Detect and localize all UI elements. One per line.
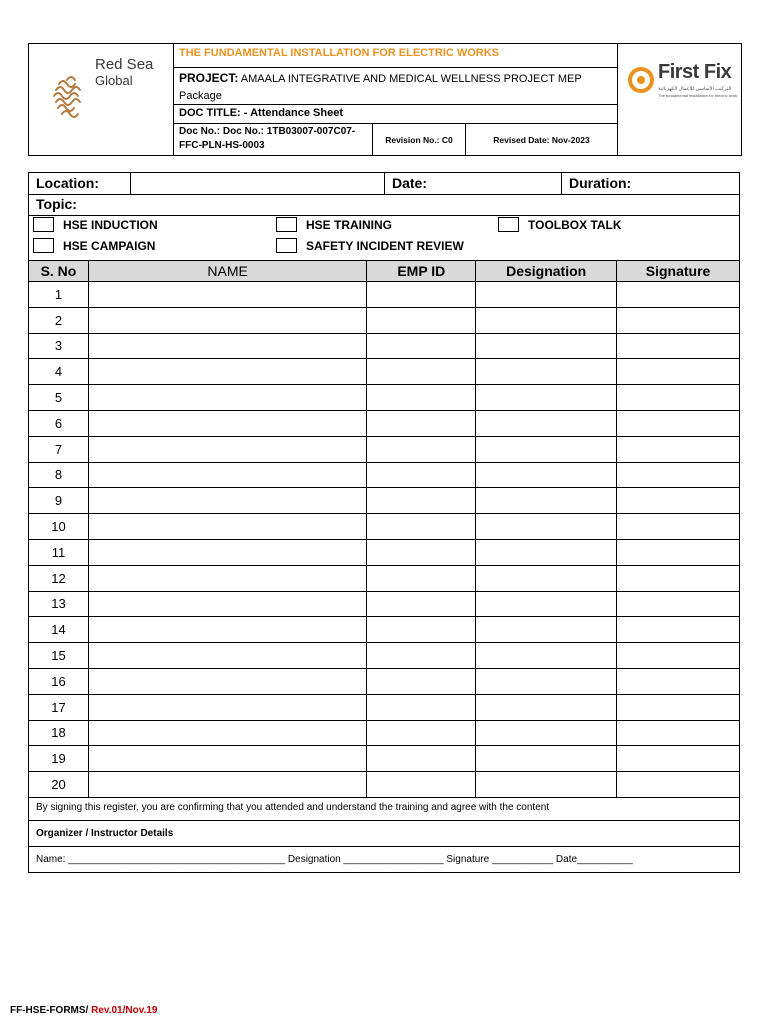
name-cell[interactable] [88, 514, 366, 540]
name-cell[interactable] [88, 746, 366, 772]
date-field[interactable]: Date: [385, 173, 562, 194]
organizer-details-label: Organizer / Instructor Details [28, 821, 740, 847]
hse-induction-label: HSE INDUCTION [63, 217, 158, 232]
table-row [29, 385, 740, 411]
serial-number-cell: 8 [29, 462, 89, 488]
serial-number-cell: 3 [29, 333, 89, 359]
checkbox-box-icon [498, 217, 519, 232]
first-fix-tagline: The fundamental installation for electric work [658, 93, 738, 98]
name-cell[interactable] [88, 410, 366, 436]
first-fix-arabic: التركيب الأساسي للأعمال الكهربائية [658, 86, 732, 92]
topic-options [28, 215, 740, 261]
first-fix-emblem-icon [628, 60, 654, 100]
duration-field[interactable]: Duration: [569, 175, 632, 191]
safety-incident-review-label: SAFETY INCIDENT REVIEW [306, 238, 464, 253]
confirmation-note: By signing this register, you are confirming that you attended and understand the training and agree with the content [28, 795, 740, 821]
designation-cell[interactable] [476, 720, 617, 746]
name-cell[interactable] [88, 488, 366, 514]
rsg-logo-line2: Global [95, 73, 133, 88]
name-cell[interactable] [88, 436, 366, 462]
table-row [29, 514, 740, 540]
org-title: THE FUNDAMENTAL INSTALLATION FOR ELECTRIC WORKS [174, 44, 617, 68]
emp-id-cell[interactable] [367, 333, 476, 359]
emp-id-cell[interactable] [367, 591, 476, 617]
first-fix-logo [617, 44, 741, 155]
revision-number: Revision No.: C0 [373, 124, 466, 155]
name-cell[interactable] [88, 333, 366, 359]
col-header-sno: S. No [29, 261, 89, 282]
serial-number-cell: 12 [29, 565, 89, 591]
designation-cell[interactable] [476, 282, 617, 308]
doc-meta-row [174, 124, 617, 155]
emp-id-cell[interactable] [367, 565, 476, 591]
table-row [29, 720, 740, 746]
name-cell[interactable] [88, 668, 366, 694]
toolbox-talk-label: TOOLBOX TALK [528, 217, 622, 232]
first-fix-logo-text: First Fix [658, 61, 732, 83]
col-header-emp-id: EMP ID [367, 261, 476, 282]
emp-id-cell[interactable] [367, 410, 476, 436]
checkbox-box-icon [276, 238, 297, 253]
doc-title: DOC TITLE: - Attendance Sheet [174, 105, 617, 124]
emp-id-cell[interactable] [367, 436, 476, 462]
hse-campaign-label: HSE CAMPAIGN [63, 238, 156, 253]
signature-cell[interactable] [617, 436, 740, 462]
checkbox-box-icon [33, 217, 54, 232]
revised-date: Revised Date: Nov-2023 [493, 134, 590, 145]
toolbox-talk-checkbox[interactable] [498, 217, 622, 232]
table-row [29, 565, 740, 591]
signature-cell[interactable] [617, 617, 740, 643]
signature-cell[interactable] [617, 643, 740, 669]
name-cell[interactable] [88, 720, 366, 746]
name-cell[interactable] [88, 282, 366, 308]
col-header-name: NAME [88, 261, 366, 282]
project-label: PROJECT: [179, 71, 239, 85]
serial-number-cell: 2 [29, 307, 89, 333]
name-cell[interactable] [88, 359, 366, 385]
name-cell[interactable] [88, 462, 366, 488]
designation-cell[interactable] [476, 436, 617, 462]
signature-cell[interactable] [617, 410, 740, 436]
project-row [174, 68, 617, 105]
emp-id-cell[interactable] [367, 668, 476, 694]
signature-cell[interactable] [617, 307, 740, 333]
designation-cell[interactable] [476, 772, 617, 798]
hse-campaign-checkbox[interactable] [33, 238, 155, 253]
emp-id-cell[interactable] [367, 462, 476, 488]
table-row [29, 591, 740, 617]
rsg-logo-text [95, 56, 153, 88]
signature-cell[interactable] [617, 746, 740, 772]
signature-cell[interactable] [617, 333, 740, 359]
table-row [29, 333, 740, 359]
emp-id-cell[interactable] [367, 617, 476, 643]
hse-training-checkbox[interactable] [276, 217, 392, 232]
table-row [29, 307, 740, 333]
safety-incident-review-checkbox[interactable] [276, 238, 464, 253]
hse-induction-checkbox[interactable] [33, 217, 158, 232]
emp-id-cell[interactable] [367, 307, 476, 333]
serial-number-cell: 11 [29, 539, 89, 565]
location-label: Location: [29, 173, 131, 194]
form-code [10, 1005, 157, 1016]
designation-cell[interactable] [476, 643, 617, 669]
table-row [29, 462, 740, 488]
signature-cell[interactable] [617, 385, 740, 411]
designation-cell[interactable] [476, 307, 617, 333]
name-cell[interactable] [88, 385, 366, 411]
designation-cell[interactable] [476, 359, 617, 385]
emp-id-cell[interactable] [367, 514, 476, 540]
name-cell[interactable] [88, 617, 366, 643]
emp-id-cell[interactable] [367, 694, 476, 720]
designation-cell[interactable] [476, 591, 617, 617]
serial-number-cell: 7 [29, 436, 89, 462]
checkbox-box-icon [276, 217, 297, 232]
signature-cell[interactable] [617, 694, 740, 720]
table-row [29, 539, 740, 565]
rsg-logo-line1: Red Sea [95, 56, 154, 73]
signature-cell[interactable] [617, 282, 740, 308]
signature-cell[interactable] [617, 462, 740, 488]
signature-cell[interactable] [617, 772, 740, 798]
red-sea-global-logo [29, 44, 174, 155]
designation-cell[interactable] [476, 565, 617, 591]
emp-id-cell[interactable] [367, 746, 476, 772]
designation-cell[interactable] [476, 488, 617, 514]
table-row [29, 643, 740, 669]
serial-number-cell: 9 [29, 488, 89, 514]
table-row [29, 282, 740, 308]
table-row [29, 772, 740, 798]
serial-number-cell: 1 [29, 282, 89, 308]
form-revision: Rev.01/Nov.19 [91, 1005, 158, 1016]
signature-cell[interactable] [617, 539, 740, 565]
serial-number-cell: 6 [29, 410, 89, 436]
name-cell[interactable] [88, 539, 366, 565]
designation-cell[interactable] [476, 462, 617, 488]
name-cell[interactable] [88, 643, 366, 669]
signature-cell[interactable] [617, 359, 740, 385]
designation-cell[interactable] [476, 617, 617, 643]
designation-cell[interactable] [476, 668, 617, 694]
document-header [28, 43, 742, 156]
designation-cell[interactable] [476, 410, 617, 436]
name-cell[interactable] [88, 307, 366, 333]
table-row [29, 410, 740, 436]
table-row [29, 668, 740, 694]
checkbox-box-icon [33, 238, 54, 253]
emp-id-cell[interactable] [367, 643, 476, 669]
emp-id-cell[interactable] [367, 359, 476, 385]
signature-cell[interactable] [617, 591, 740, 617]
name-cell[interactable] [88, 694, 366, 720]
emp-id-cell[interactable] [367, 488, 476, 514]
serial-number-cell: 5 [29, 385, 89, 411]
name-cell[interactable] [88, 565, 366, 591]
serial-number-cell: 4 [29, 359, 89, 385]
organizer-sign-line[interactable]: Name: _______________________________________ Designation __________________ Signature ___________ Date__________ [28, 847, 740, 873]
name-cell[interactable] [88, 772, 366, 798]
table-row [29, 359, 740, 385]
location-date-bar [28, 172, 740, 195]
serial-number-cell: 14 [29, 617, 89, 643]
name-cell[interactable] [88, 591, 366, 617]
project-value: AMAALA INTEGRATIVE AND MEDICAL WELLNESS PROJECT MEP Package [179, 73, 582, 102]
emp-id-cell[interactable] [367, 539, 476, 565]
table-row [29, 436, 740, 462]
table-row [29, 694, 740, 720]
serial-number-cell: 13 [29, 591, 89, 617]
emp-id-cell[interactable] [367, 720, 476, 746]
signature-cell[interactable] [617, 488, 740, 514]
location-field[interactable] [131, 173, 385, 194]
table-row [29, 746, 740, 772]
emp-id-cell[interactable] [367, 385, 476, 411]
designation-cell[interactable] [476, 333, 617, 359]
signature-cell[interactable] [617, 565, 740, 591]
serial-number-cell: 19 [29, 746, 89, 772]
table-row [29, 488, 740, 514]
serial-number-cell: 18 [29, 720, 89, 746]
signature-cell[interactable] [617, 668, 740, 694]
form-code-prefix: FF-HSE-FORMS/ [10, 1005, 89, 1016]
designation-cell[interactable] [476, 514, 617, 540]
topic-label: Topic: [28, 195, 740, 216]
serial-number-cell: 20 [29, 772, 89, 798]
emp-id-cell[interactable] [367, 772, 476, 798]
serial-number-cell: 15 [29, 643, 89, 669]
col-header-signature: Signature [617, 261, 740, 282]
table-row [29, 617, 740, 643]
table-header-row [29, 261, 740, 282]
emp-id-cell[interactable] [367, 282, 476, 308]
designation-cell[interactable] [476, 746, 617, 772]
signature-cell[interactable] [617, 514, 740, 540]
serial-number-cell: 16 [29, 668, 89, 694]
designation-cell[interactable] [476, 539, 617, 565]
designation-cell[interactable] [476, 385, 617, 411]
hse-training-label: HSE TRAINING [306, 217, 393, 232]
attendance-table [28, 260, 740, 798]
col-header-designation: Designation [476, 261, 617, 282]
serial-number-cell: 10 [29, 514, 89, 540]
doc-number: Doc No.: Doc No.: 1TB03007-007C07-FFC-PLN-HS-0003 [174, 124, 373, 155]
signature-cell[interactable] [617, 720, 740, 746]
designation-cell[interactable] [476, 694, 617, 720]
serial-number-cell: 17 [29, 694, 89, 720]
